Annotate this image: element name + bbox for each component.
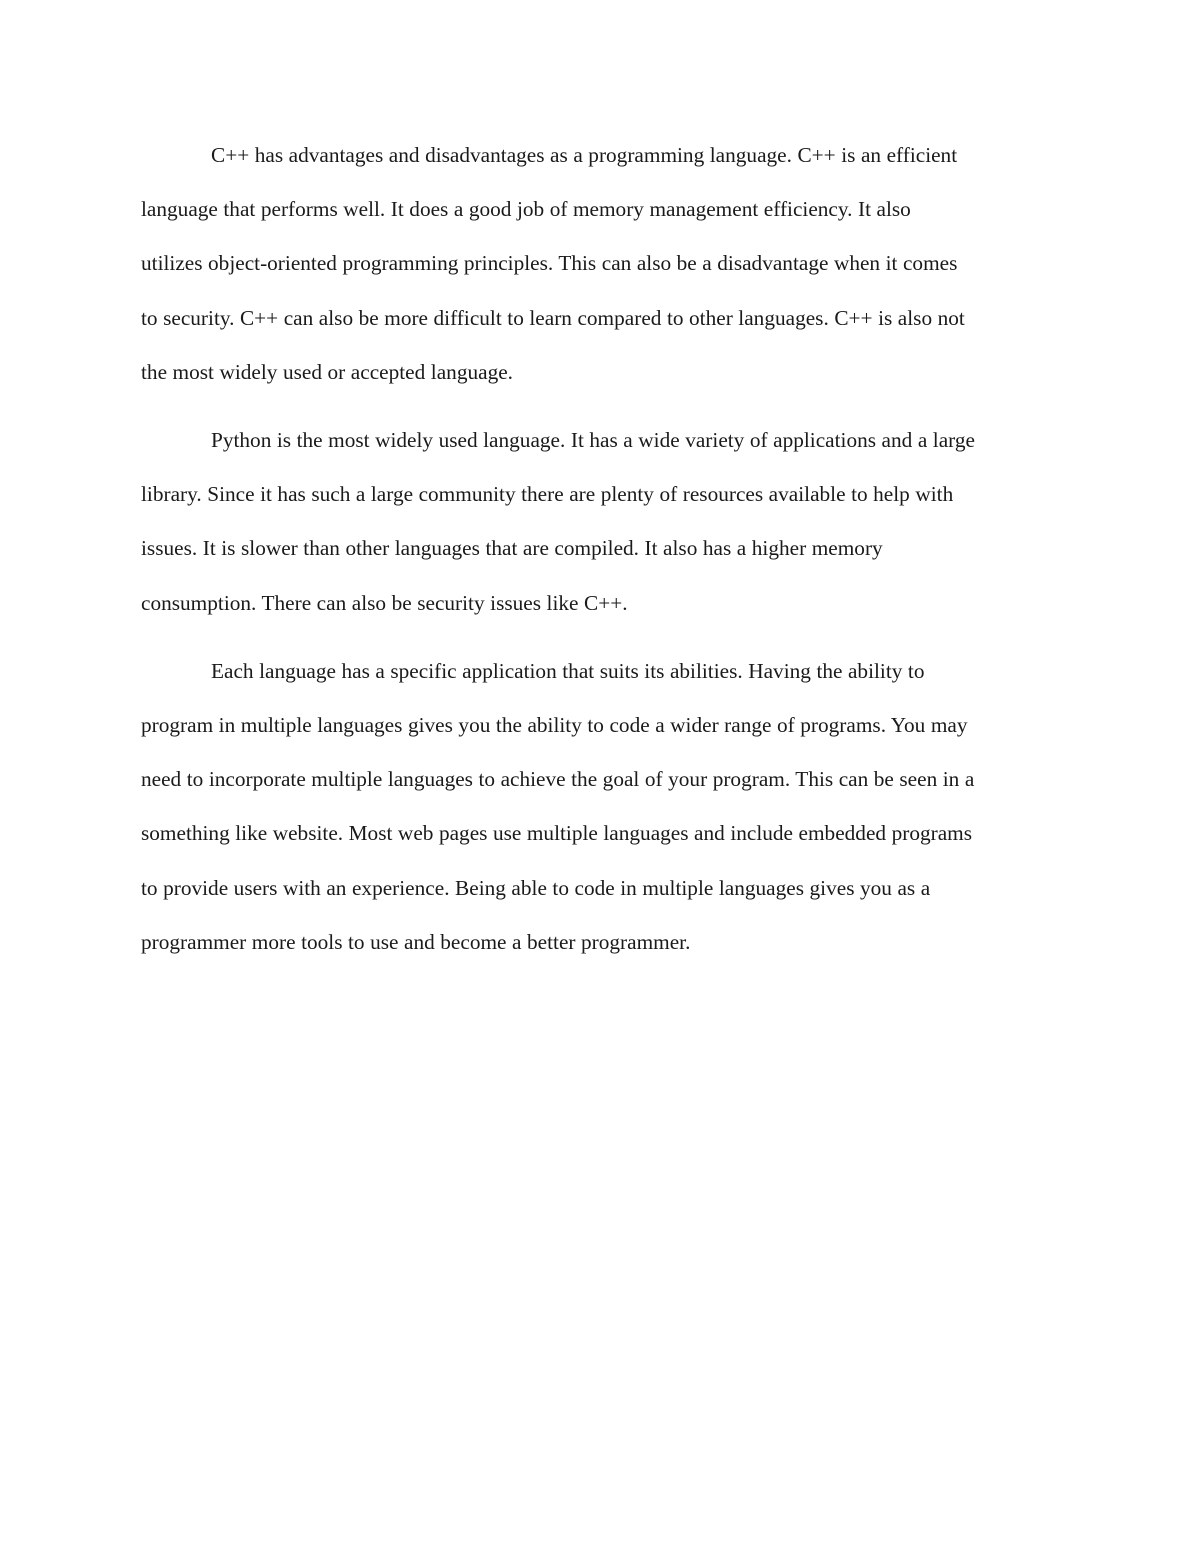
paragraph-cpp (141, 128, 1066, 399)
text-line: need to incorporate multiple languages to achieve the goal of your program. This can be seen in a (141, 767, 975, 792)
paragraph-python (141, 413, 1066, 630)
text-line: library. Since it has such a large community there are plenty of resources available to help with (141, 482, 954, 507)
paragraph-multiple-languages (141, 644, 1066, 969)
text-line: consumption. There can also be security issues like C++. (141, 590, 628, 615)
text-line: to security. C++ can also be more difficult to learn compared to other languages. C++ is also not (141, 305, 965, 330)
text-line: C++ has advantages and disadvantages as a programming language. C++ is an efficient (211, 143, 958, 167)
text-line: the most widely used or accepted language. (141, 359, 513, 384)
text-line: to provide users with an experience. Being able to code in multiple languages gives you as a (141, 875, 931, 900)
text-line: utilizes object-oriented programming principles. This can also be a disadvantage when it comes (141, 251, 958, 276)
document-body (141, 128, 1066, 983)
text-line: programmer more tools to use and become a better programmer. (141, 929, 691, 954)
text-line: Each language has a specific application that suits its abilities. Having the ability to (211, 658, 925, 683)
text-line: issues. It is slower than other languages that are compiled. It also has a higher memory (141, 536, 883, 561)
text-line: Python is the most widely used language. It has a wide variety of applications and a large (211, 428, 975, 453)
text-line: program in multiple languages gives you the ability to code a wider range of programs. You may (141, 713, 968, 738)
text-line: language that performs well. It does a good job of memory management efficiency. It also (141, 197, 911, 222)
text-line: something like website. Most web pages use multiple languages and include embedded programs (141, 821, 973, 846)
